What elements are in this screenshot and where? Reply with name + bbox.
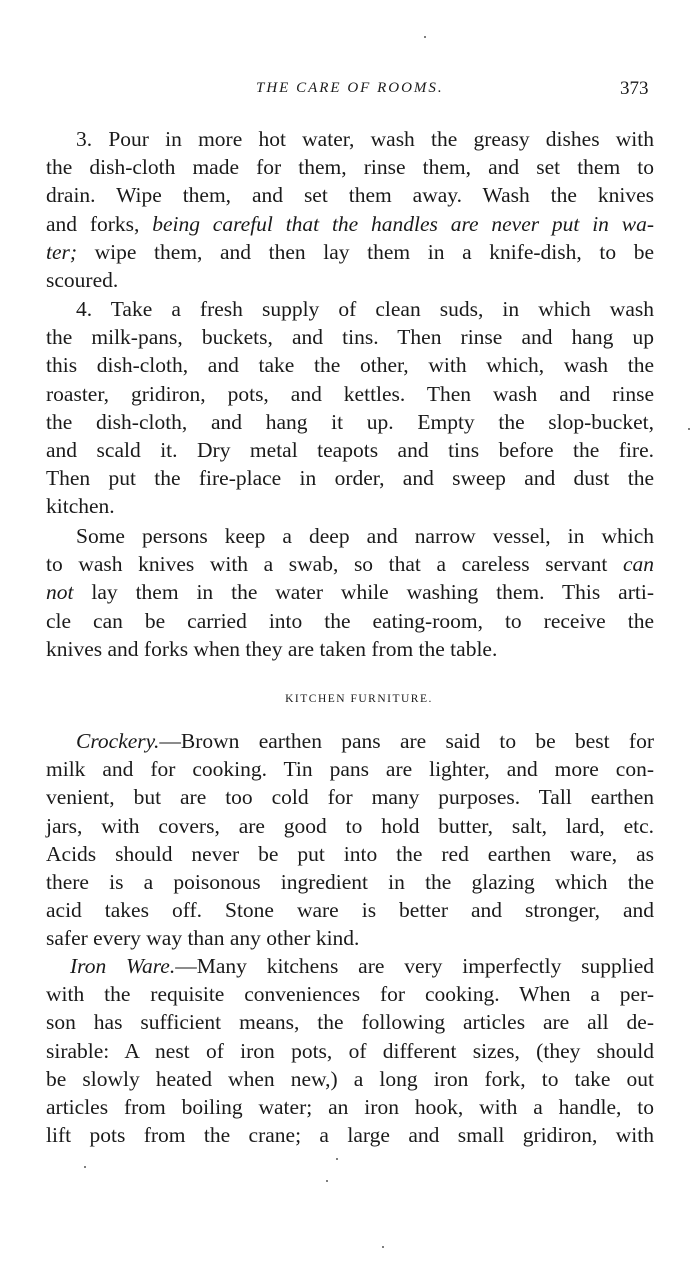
text-line: with the requisite conveniences for cooking. When a per-: [46, 982, 654, 1007]
text-line: the milk-pans, buckets, and tins. Then rinse and hang up: [46, 325, 654, 350]
text-line: venient, but are too cold for many purposes. Tall earthen: [46, 785, 654, 810]
text-line: acid takes off. Stone ware is better and stronger, and: [46, 898, 654, 923]
text-line: [46, 952, 654, 980]
text-line: son has sufficient means, the following articles are all de-: [46, 1010, 654, 1035]
text-line: articles from boiling water; an iron hook, with a handle, to: [46, 1094, 654, 1119]
text-line: Some persons keep a deep and narrow vessel, in which: [76, 524, 654, 548]
text-line: [46, 578, 654, 606]
text-line: [46, 727, 654, 755]
text-run: to wash knives with a swab, so that a careless servant: [46, 552, 623, 577]
text-line: safer every way than any other kind.: [46, 926, 360, 951]
running-title: THE CARE OF ROOMS.: [256, 80, 444, 96]
print-speck: [326, 1180, 328, 1182]
paragraph-crockery: [46, 727, 654, 953]
text-line: 4. Take a fresh supply of clean suds, in which wash: [76, 297, 654, 321]
text-line: scoured.: [46, 267, 119, 292]
italic-emphasis: can: [622, 552, 654, 577]
section-heading-text: KITCHEN FURNITURE.: [285, 693, 433, 705]
text-line: [46, 238, 654, 266]
print-speck: [424, 36, 426, 38]
text-line: roaster, gridiron, pots, and kettles. Then wash and rinse: [46, 381, 654, 406]
text-line: Acids should never be put into the red earthen ware, as: [46, 841, 654, 866]
section-heading: [0, 693, 700, 705]
text-line: knives and forks when they are taken from the table.: [46, 636, 498, 661]
text-line: this dish-cloth, and take the other, with which, wash the: [46, 353, 654, 378]
text-line: [46, 550, 654, 578]
text-line: jars, with covers, are good to hold butter, salt, lard, etc.: [46, 813, 654, 838]
subheading-crockery: Crockery.: [76, 729, 160, 753]
italic-caution-end: ter;: [46, 239, 78, 264]
text-line: Then put the fire-place in order, and sweep and dust the: [46, 466, 654, 491]
text-run: —Many kitchens are very imperfectly supplied: [175, 954, 654, 978]
italic-emphasis-end: not: [46, 580, 74, 605]
text-line: sirable: A nest of iron pots, of different sizes, (they should: [46, 1038, 654, 1063]
text-line: [46, 210, 654, 238]
text-line: lift pots from the crane; a large and small gridiron, with: [46, 1123, 654, 1148]
paragraph-step-4: [46, 295, 654, 521]
running-head: [0, 80, 700, 106]
paragraph-knife-vessel: [46, 522, 654, 663]
text-line: there is a poisonous ingredient in the glazing which the: [46, 869, 654, 894]
text-line: 3. Pour in more hot water, wash the greasy dishes with: [76, 127, 654, 151]
text-line: drain. Wipe them, and set them away. Wash the knives: [46, 183, 654, 208]
text-line: and scald it. Dry metal teapots and tins before the fire.: [46, 437, 654, 462]
paragraph-step-3: [46, 125, 654, 294]
print-speck: [688, 428, 690, 430]
text-run: and forks,: [46, 211, 153, 236]
text-line: the dish-cloth, and hang it up. Empty the slop-bucket,: [46, 409, 654, 434]
page-number: 373: [620, 78, 649, 99]
paragraph-iron-ware: [46, 952, 654, 1149]
text-line: be slowly heated when new,) a long iron fork, to take out: [46, 1066, 654, 1091]
text-line: kitchen.: [46, 494, 115, 519]
subheading-iron-ware: Iron Ware.: [70, 954, 176, 978]
text-run: —Brown earthen pans are said to be best for: [159, 729, 654, 753]
print-speck: [84, 1166, 86, 1168]
italic-caution: being careful that the handles are never put in wa-: [152, 211, 654, 236]
text-line: milk and for cooking. Tin pans are lighter, and more con-: [46, 757, 654, 782]
text-run: wipe them, and then lay them in a knife-dish, to be: [77, 239, 654, 264]
print-speck: [336, 1158, 338, 1160]
text-line: cle can be carried into the eating-room, to receive the: [46, 608, 654, 633]
text-line: the dish-cloth made for them, rinse them, and set them to: [46, 155, 654, 180]
print-speck: [382, 1246, 384, 1248]
text-run: lay them in the water while washing them. This arti-: [73, 580, 654, 605]
